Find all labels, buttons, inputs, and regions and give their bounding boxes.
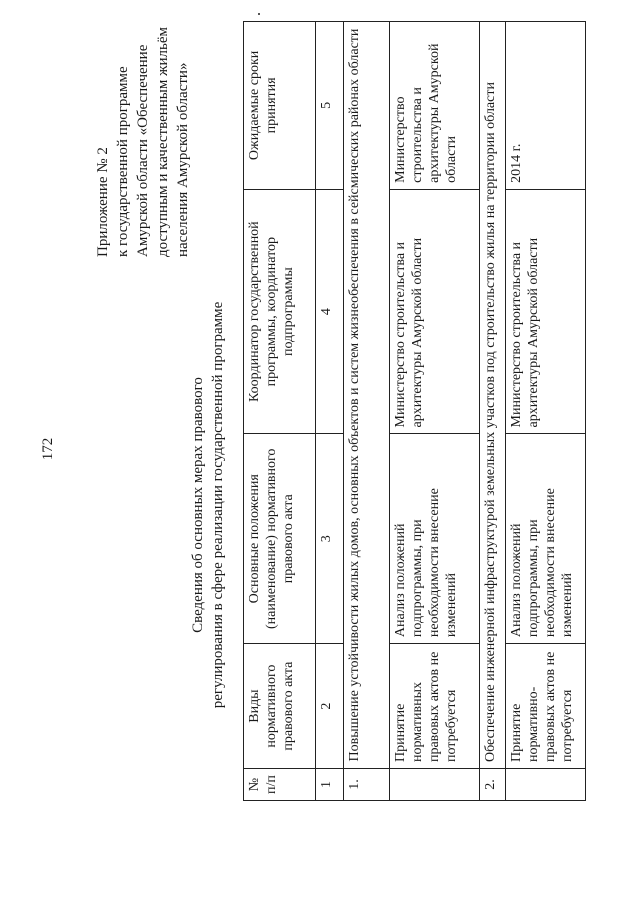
header-cell: Основные положения (наименование) нормативного правового акта [244,434,316,644]
appendix-line: к государственной программе [115,66,131,257]
appendix-line: Приложение № 2 [95,147,111,257]
page-number: 172 [40,437,56,461]
table-cell: Министерство строительства и архитектуры Амурской области [390,189,480,434]
table-cell: Принятие нормативных правовых актов не потребуется [390,644,480,769]
header-cell: № п/п [244,769,316,801]
table-cell: Министерство строительства и архитектуры Амурской области [506,189,586,434]
section-title: Обеспечение инженерной инфраструктурой земельных участков под строительство жилья на территории области [480,22,506,769]
section-row [480,22,506,801]
title-line-1: Сведения об основных мерах правового [190,377,206,633]
document-title [188,295,228,715]
table-row [390,22,480,801]
table-cell [506,769,586,801]
section-row [344,22,390,801]
table-cell: Принятие нормативно-правовых актов не потребуется [506,644,586,769]
section-number: 2. [480,769,506,801]
table-cell: Анализ положений подпрограммы, при необходимости внесение изменений [506,434,586,644]
column-number: 2 [316,644,344,769]
header-cell: Ожидаемые сроки принятия [244,22,316,190]
appendix-line: населения Амурской области» [175,62,191,257]
header-cell: Виды нормативного правового акта [244,644,316,769]
table-cell: Министерство строительства и архитектуры Амурской области [390,22,480,190]
scan-speck [258,13,260,15]
table-cell: 2014 г. [506,22,586,190]
column-number: 5 [316,22,344,190]
column-number: 1 [316,769,344,801]
appendix-line: Амурской области «Обеспечение [135,44,151,257]
header-cell: Координатор государственной программы, координатор подпрограммы [244,189,316,434]
measures-table [243,21,586,801]
section-title: Повышение устойчивости жилых домов, основных объектов и систем жизнеобеспечения в сейсмических районах области [344,22,390,769]
column-number-row [316,22,344,801]
column-number: 4 [316,189,344,434]
section-number: 1. [344,769,390,801]
title-line-2: регулирования в сфере реализации государственной программе [210,301,226,709]
table-cell [390,769,480,801]
column-number: 3 [316,434,344,644]
table-cell: Анализ положений подпрограммы, при необходимости внесение изменений [390,434,480,644]
header-row [244,22,316,801]
table-row [506,22,586,801]
appendix-line: доступным и качественным жильём [155,27,171,257]
appendix-block [93,7,193,257]
